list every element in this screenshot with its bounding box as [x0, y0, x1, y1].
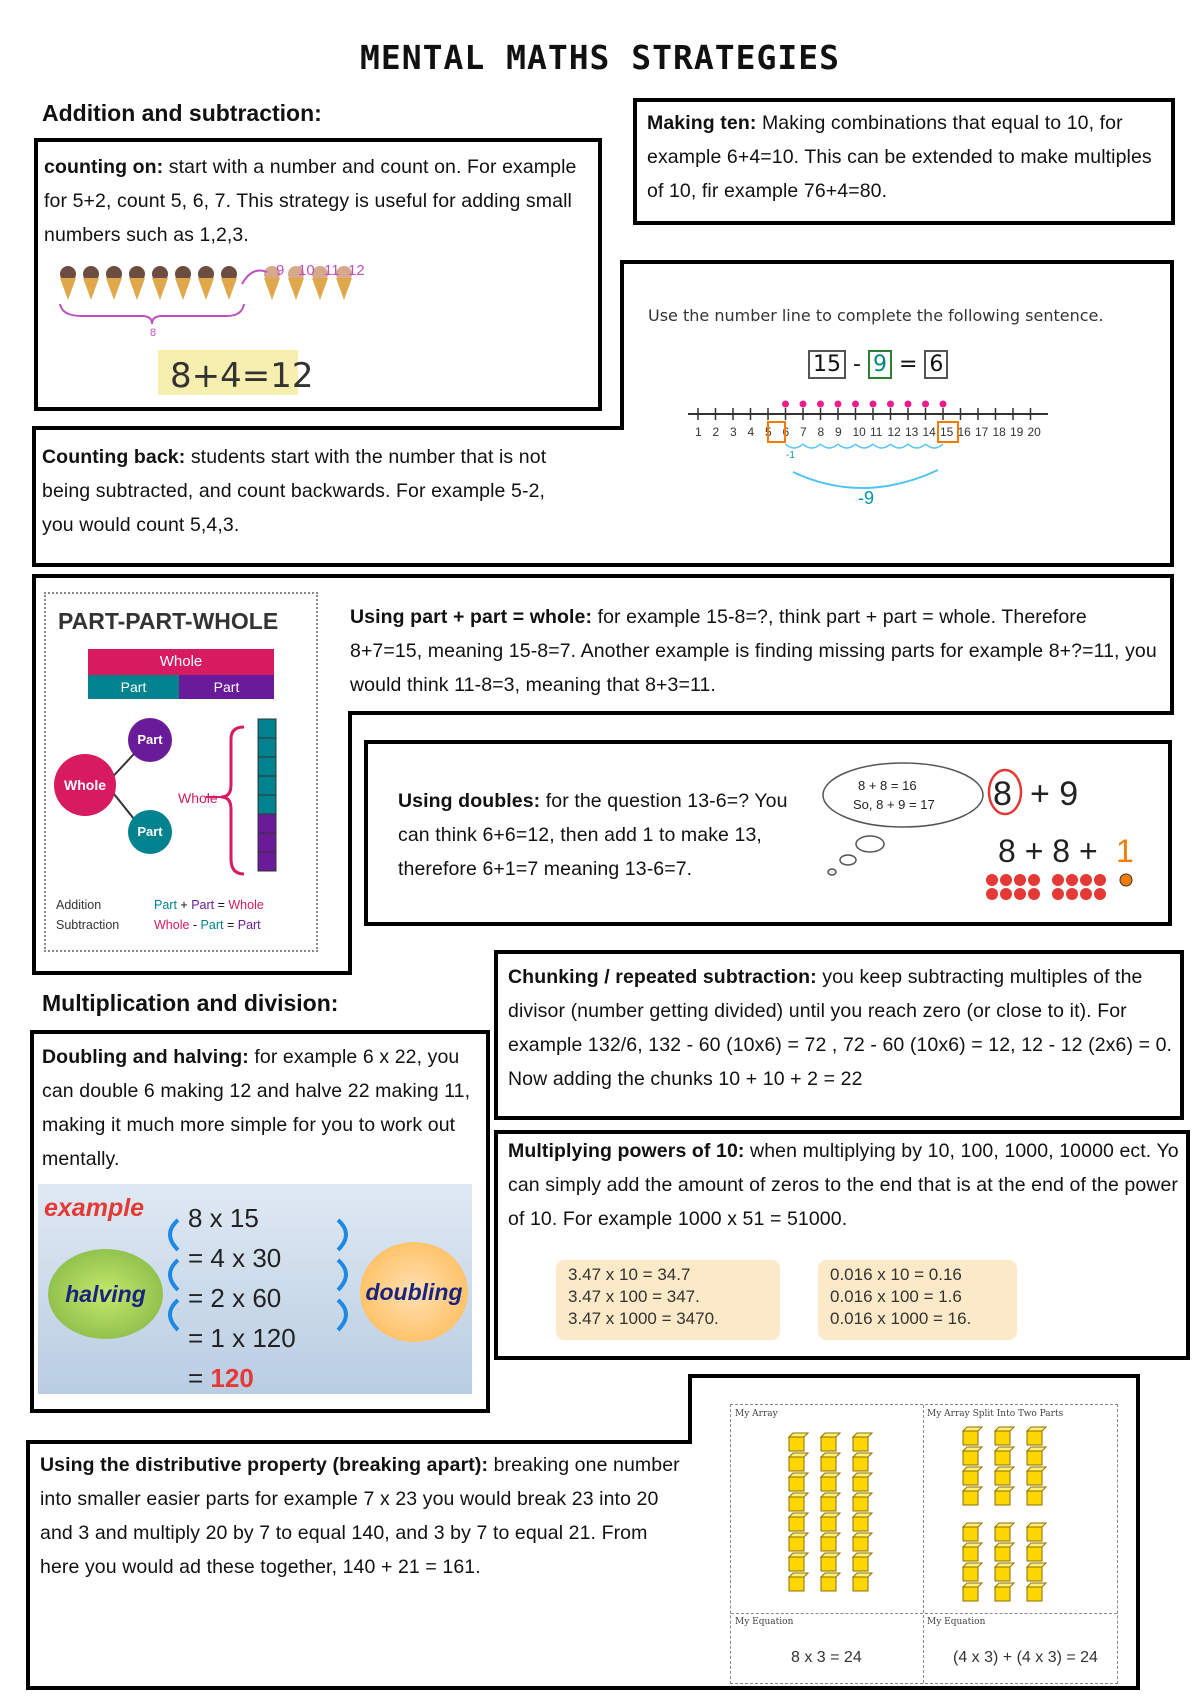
ppw-row2-c: Part	[237, 918, 261, 932]
unit-cube	[821, 1493, 840, 1511]
powers-line: 3.47 x 1000 = 3470.	[568, 1309, 719, 1328]
tick-label: 16	[957, 425, 971, 439]
counter-dot	[1014, 888, 1026, 900]
hop-dot	[817, 401, 824, 408]
equation-8-4-12: 8+4=12	[170, 356, 314, 396]
tick-label: 4	[747, 425, 755, 439]
ppw-cube	[258, 852, 276, 871]
powers-line: 3.47 x 100 = 347.	[568, 1287, 700, 1306]
card-label: Multiplying powers of 10:	[508, 1140, 745, 1162]
ppw-bar-whole: Whole	[88, 649, 274, 675]
card-text	[42, 1040, 488, 1176]
cube-arrays	[731, 1405, 1117, 1613]
unit-cube	[853, 1513, 872, 1531]
hop-dot	[870, 401, 877, 408]
unit-cube	[1027, 1543, 1046, 1561]
ppw-row1-left: Addition	[56, 898, 102, 912]
hop-arc	[873, 444, 891, 448]
card-counting-back	[42, 440, 582, 542]
tick-label: 19	[1010, 425, 1024, 439]
ppw-cube	[258, 719, 276, 738]
ppw-side-whole: Whole	[178, 790, 218, 806]
unit-cube	[821, 1453, 840, 1471]
ppw-cube	[258, 776, 276, 795]
card-text	[398, 784, 818, 886]
hop-arc	[786, 444, 804, 448]
step-line: = 2 x 60	[188, 1283, 282, 1313]
counter-dot	[1052, 874, 1064, 886]
eq-left: 8 x 3 = 24	[791, 1649, 862, 1666]
unit-cube	[853, 1453, 872, 1471]
sentence-c: 6	[924, 350, 948, 379]
ppw-cube	[258, 738, 276, 757]
unit-cube	[853, 1553, 872, 1571]
unit-cube	[789, 1553, 808, 1571]
unit-cube	[789, 1473, 808, 1491]
counter-dot	[1080, 888, 1092, 900]
ppw-bar-part-2: Part	[179, 675, 274, 699]
card-body: you keep subtracting multiples of the divisor (number getting divided) until you reach zero (or close to it). For example 132/6, 132 - 60 (10x6) = 72 , 72 - 60 (10x6) = 12, 12 - 12 (2x6) = 0. Now adding the chunks 10 + 10 + 2 = 22	[508, 966, 1173, 1090]
unit-cube	[789, 1433, 808, 1451]
ppw-row2-b: Part	[200, 918, 224, 932]
counter-dot	[1094, 888, 1106, 900]
ppw-row-addition	[56, 898, 101, 912]
unit-cube	[963, 1427, 982, 1445]
unit-cube	[789, 1533, 808, 1551]
unit-cube	[789, 1493, 808, 1511]
card-label: Doubling and halving:	[42, 1046, 249, 1068]
eq-right: (4 x 3) + (4 x 3) = 24	[953, 1649, 1098, 1666]
card-text	[508, 960, 1178, 1096]
card-doubles	[364, 740, 1172, 926]
number-sentence: 15 - 9 = 6	[808, 352, 948, 377]
unit-cube	[963, 1563, 982, 1581]
eq-label-left: My Equation	[735, 1617, 794, 1627]
halving-bubble: halving	[48, 1249, 163, 1339]
unit-cube	[1027, 1563, 1046, 1581]
counter-dot	[1066, 888, 1078, 900]
extra-counter-dot	[1120, 874, 1132, 886]
unit-cube	[821, 1473, 840, 1491]
card-body: for example 15-8=?, think part + part = whole. Therefore 8+7=15, meaning 15-8=7. Another example is finding missing parts for example 8+?=11, you would think 11-8=3, meaning that 8+3=11.	[350, 606, 1157, 696]
counter-dot	[1014, 874, 1026, 886]
plus-9: + 9	[1030, 775, 1079, 813]
ppw-row-subtraction	[56, 918, 119, 932]
array-image	[730, 1404, 1118, 1684]
hop-arc	[821, 444, 839, 448]
hop-arc	[908, 444, 926, 448]
result-value: 120	[210, 1363, 254, 1393]
example-label: example	[44, 1194, 145, 1222]
card-text	[508, 1134, 1184, 1236]
unit-cube	[789, 1453, 808, 1471]
tick-label: 11	[870, 425, 883, 439]
unit-cube	[789, 1513, 808, 1531]
tick-label: 10	[852, 425, 866, 439]
powers-example-right	[818, 1260, 1017, 1340]
counter-dot	[1066, 874, 1078, 886]
count-10: 10	[298, 262, 315, 279]
powers-line: 0.016 x 1000 = 16.	[830, 1309, 972, 1328]
counter-dot	[986, 874, 998, 886]
unit-cube	[995, 1543, 1014, 1561]
card-body: for example 6 x 22, you can double 6 making 12 and halve 22 making 11, making it much more simple for you to work out mentally.	[42, 1046, 471, 1170]
tick-label: 18	[992, 425, 1006, 439]
hop-arc	[856, 444, 874, 448]
unit-cube	[853, 1473, 872, 1491]
card-doubling-halving	[30, 1030, 490, 1413]
card-label: Using doubles:	[398, 790, 541, 812]
section-heading-multiplication: Multiplication and division:	[42, 990, 339, 1016]
jump-labels: -1	[786, 450, 795, 461]
hop-dot	[887, 401, 894, 408]
ppw-bar-part-1: Part	[88, 675, 179, 699]
powers-line: 3.47 x 10 = 34.7	[568, 1265, 691, 1284]
unit-cube	[995, 1467, 1014, 1485]
unit-cube	[821, 1533, 840, 1551]
tick-label: 9	[835, 425, 842, 439]
thought-line-2: So, 8 + 9 = 17	[853, 797, 935, 812]
ppw-row2-a: Whole	[154, 918, 190, 932]
unit-cube	[995, 1447, 1014, 1465]
unit-cube	[1027, 1583, 1046, 1601]
ppw-poster	[44, 592, 318, 952]
unit-cube	[963, 1543, 982, 1561]
tick-label: 7	[800, 425, 807, 439]
ppw-circle-part-top: Part	[128, 718, 172, 762]
hop-dot	[852, 401, 859, 408]
page-title: MENTAL MATHS STRATEGIES	[360, 38, 840, 77]
unit-cube	[853, 1493, 872, 1511]
ppw-cube	[258, 757, 276, 776]
unit-cube	[963, 1447, 982, 1465]
section-heading-addition: Addition and subtraction:	[42, 100, 322, 126]
tick-label: 12	[887, 425, 901, 439]
doubles-eq: 8 + 8 +	[998, 833, 1098, 869]
unit-cube	[963, 1523, 982, 1541]
total-jump: -9	[858, 488, 875, 508]
count-12: 12	[348, 262, 365, 279]
counter-dot	[1052, 888, 1064, 900]
unit-cube	[1027, 1447, 1046, 1465]
hop-arc	[926, 444, 944, 448]
halving-arrows	[158, 1214, 358, 1374]
count-9: 9	[276, 262, 285, 279]
number-line-image	[648, 300, 1148, 510]
tick-label: 5	[765, 425, 772, 439]
tick-label: 20	[1027, 425, 1041, 439]
card-part-whole	[350, 600, 1162, 702]
sentence-b: 9	[868, 350, 892, 379]
unit-cube	[1027, 1467, 1046, 1485]
card-powers-of-ten	[494, 1130, 1190, 1360]
array-label-left: My Array	[735, 1409, 778, 1419]
counter-dot	[1080, 874, 1092, 886]
unit-cube	[1027, 1523, 1046, 1541]
powers-line: 0.016 x 10 = 0.16	[830, 1265, 962, 1284]
tick-label: 8	[817, 425, 825, 439]
tick-label: 2	[712, 425, 720, 439]
count-11: 11	[324, 262, 340, 279]
card-label: counting on:	[44, 156, 164, 178]
doubles-one: 1	[1116, 833, 1134, 869]
ppw-row1-a: Part	[154, 898, 177, 912]
ppw-row2-formula: Whole - Part = Part	[154, 918, 261, 932]
card-body: when multiplying by 10, 100, 1000, 10000 ect. Yo can simply add the amount of zeros to the end that is at the end of the power of 10. For example 1000 x 51 = 51000.	[508, 1140, 1179, 1230]
unit-cube	[963, 1487, 982, 1505]
unit-cube	[821, 1433, 840, 1451]
ppw-circle-part-bottom: Part	[128, 810, 172, 854]
card-distributive	[40, 1448, 690, 1584]
unit-cube	[963, 1583, 982, 1601]
hop-dot	[905, 401, 912, 408]
powers-line: 0.016 x 100 = 1.6	[830, 1287, 962, 1306]
counter-dot	[1094, 874, 1106, 886]
ppw-circle-whole: Whole	[54, 754, 116, 816]
hop-arc	[803, 444, 821, 448]
tick-label: 13	[905, 425, 919, 439]
unit-cube	[995, 1487, 1014, 1505]
doubles-illustration	[818, 750, 1158, 920]
unit-cube	[995, 1583, 1014, 1601]
unit-cube	[853, 1573, 872, 1591]
circled-8: 8	[993, 775, 1012, 813]
card-label: Using the distributive property (breaking apart):	[40, 1454, 489, 1476]
halving-doubling-image	[38, 1184, 472, 1394]
counter-dot	[1000, 888, 1012, 900]
unit-cube	[821, 1513, 840, 1531]
unit-cube	[995, 1523, 1014, 1541]
card-label: Using part + part = whole:	[350, 606, 593, 628]
unit-cube	[1027, 1487, 1046, 1505]
tick-label: 14	[922, 425, 936, 439]
powers-example-left	[556, 1260, 780, 1340]
counter-dot	[1028, 874, 1040, 886]
number-line	[648, 400, 1148, 510]
ppw-row1-b: Part	[191, 898, 215, 912]
array-label-right: My Array Split Into Two Parts	[927, 1409, 1064, 1419]
unit-cube	[1027, 1427, 1046, 1445]
brace-label: 8	[150, 327, 157, 339]
thought-line-1: 8 + 8 = 16	[858, 778, 917, 793]
hop-dot	[800, 401, 807, 408]
step-line: = 4 x 30	[188, 1243, 282, 1273]
tick-label: 17	[975, 425, 989, 439]
sentence-a: 15	[808, 350, 846, 379]
card-body: for the question 13-6=? You can think 6+6=12, then add 1 to make 13, therefore 6+1=7 meaning 13-6=7.	[398, 790, 788, 880]
unit-cube	[821, 1573, 840, 1591]
tick-label: 6	[782, 425, 790, 439]
unit-cube	[995, 1427, 1014, 1445]
result-eq: =	[188, 1363, 204, 1393]
hop-arc	[891, 444, 909, 448]
counter-dot	[1000, 874, 1012, 886]
card-body: students start with the number that is not being subtracted, and count backwards. For example 5-2, you would count 5,4,3.	[42, 446, 547, 536]
unit-cube	[789, 1573, 808, 1591]
ppw-cube	[258, 833, 276, 852]
number-line-instruction: Use the number line to complete the following sentence.	[648, 306, 1104, 325]
ppw-row1-c: Whole	[228, 898, 264, 912]
unit-cube	[853, 1533, 872, 1551]
ppw-row2-left: Subtraction	[56, 918, 120, 932]
tick-label: 3	[730, 425, 737, 439]
hop-dot	[922, 401, 929, 408]
counter-dot	[1028, 888, 1040, 900]
card-label: Chunking / repeated subtraction:	[508, 966, 817, 988]
ppw-cube	[258, 814, 276, 833]
hop-dot	[940, 401, 947, 408]
counter-dot	[986, 888, 998, 900]
ppw-row1-formula: Part + Part = Whole	[154, 898, 264, 912]
unit-cube	[853, 1433, 872, 1451]
tick-label: 1	[695, 425, 702, 439]
unit-cube	[995, 1563, 1014, 1581]
ppw-title: PART-PART-WHOLE	[58, 608, 279, 634]
unit-cube	[821, 1553, 840, 1571]
step-line: 8 x 15	[188, 1203, 259, 1233]
card-body: breaking one number into smaller easier parts for example 7 x 23 you would break 23 into 20 and 3 and multiply 20 by 7 to equal 140, and 3 by 7 to equal 21. From here you would ad these together, 140 + 21 = 161.	[40, 1454, 680, 1578]
step-line: = 1 x 120	[188, 1323, 296, 1353]
card-label: Counting back:	[42, 446, 186, 468]
card-label: Making ten:	[647, 112, 757, 134]
card-body: start with a number and count on. For example for 5+2, count 5, 6, 7. This strategy is useful for adding small numbers such as 1,2,3.	[44, 156, 577, 246]
ppw-cube	[258, 795, 276, 814]
tick-label: 15	[940, 425, 954, 439]
card-body: Making combinations that equal to 10, for example 6+4=10. This can be extended to make multiples of 10, fir example 76+4=80.	[647, 112, 1152, 202]
hop-dot	[782, 401, 789, 408]
card-chunking	[494, 950, 1184, 1120]
hop-dot	[835, 401, 842, 408]
eq-label-right: My Equation	[927, 1617, 986, 1627]
doubling-bubble: doubling	[360, 1242, 468, 1342]
hop-arc	[838, 444, 856, 448]
unit-cube	[963, 1467, 982, 1485]
